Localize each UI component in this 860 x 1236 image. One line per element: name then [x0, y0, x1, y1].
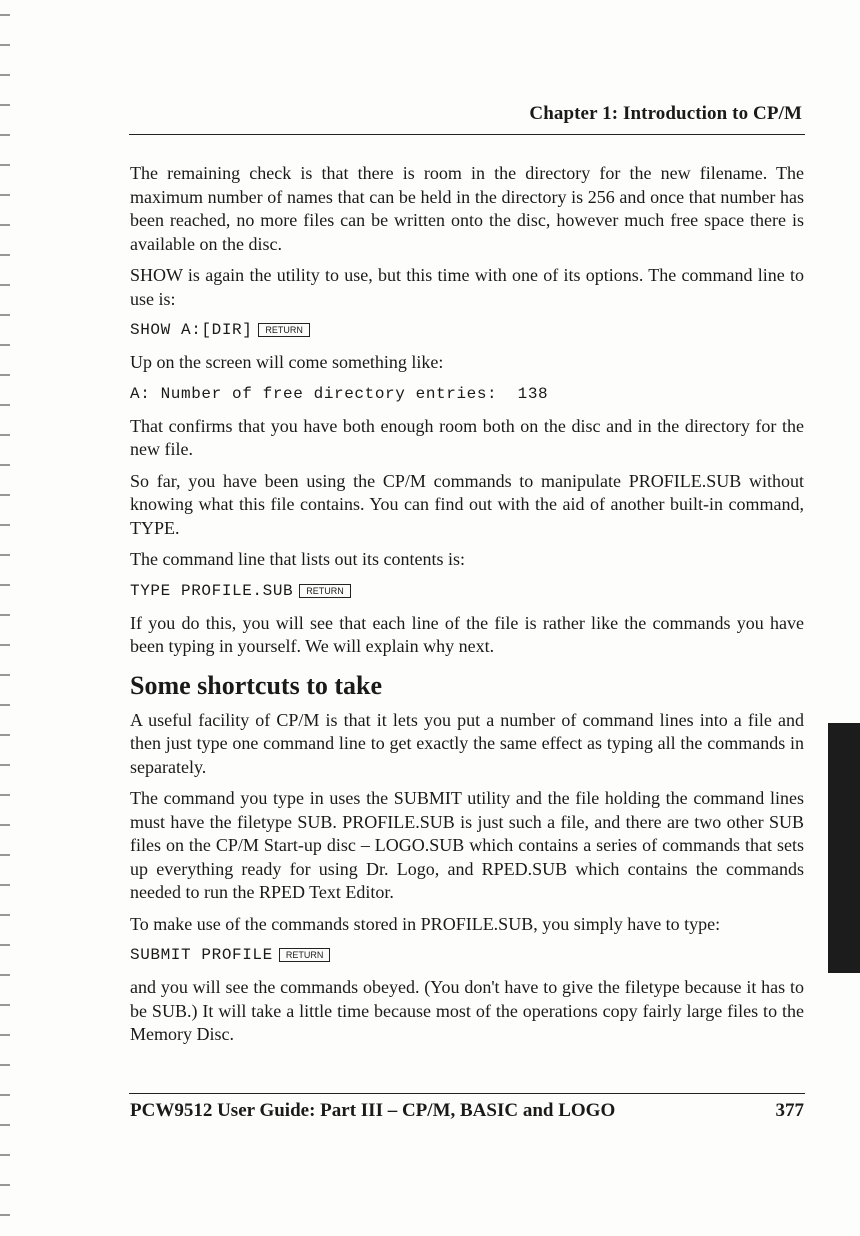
paragraph: So far, you have been using the CP/M commands to manipulate PROFILE.SUB without knowing what this file contains. You can find out with the aid of another built-in command, TYPE. — [130, 470, 804, 538]
page-number: 377 — [775, 1100, 804, 1121]
spiral-binding-edge — [0, 0, 10, 1236]
command-line — [130, 944, 804, 967]
paragraph: A useful facility of CP/M is that it lets you put a number of command lines into a file and then just type one command line to get exactly the same effect as typing all the commands in separately. — [130, 709, 804, 777]
command-text: SUBMIT PROFILE — [130, 946, 273, 964]
paragraph: The remaining check is that there is room in the directory for the new filename. The maximum number of names that can be held in the directory is 256 and once that number has been reached, no more files can be written onto the disc, however much free space there is available on the disc. — [130, 163, 804, 254]
chapter-header: Chapter 1: Introduction to CP/M — [529, 103, 802, 124]
command-text: SHOW A:[DIR] — [130, 321, 253, 339]
paragraph: That confirms that you have both enough room both on the disc and in the directory for the new file. — [130, 415, 804, 459]
chapter-thumb-tab — [828, 723, 860, 973]
paragraph: The command you type in uses the SUBMIT utility and the file holding the command lines must have the filetype SUB. PROFILE.SUB is just such a file, and there are two other SUB files on the CP/M Start-up disc – LOGO.SUB which contains a series of commands that sets up everything ready for using Dr. Logo, and RPED.SUB which contains the commands needed to run the RPED Text Editor. — [130, 788, 804, 902]
command-line — [130, 580, 804, 603]
paragraph: To make use of the commands stored in PROFILE.SUB, you simply have to type: — [130, 913, 721, 934]
paragraph: SHOW is again the utility to use, but this time with one of its options. The command line to use is: — [130, 265, 804, 309]
footer-book-title: PCW9512 User Guide: Part III – CP/M, BASIC and LOGO — [130, 1100, 616, 1121]
footer-rule — [129, 1093, 805, 1094]
paragraph: and you will see the commands obeyed. (You don't have to give the filetype because it has to be SUB.) It will take a little time because most of the operations copy fairly large files to the Memory Disc. — [130, 977, 804, 1044]
return-key-icon: RETURN — [258, 323, 310, 337]
command-text: TYPE PROFILE.SUB — [130, 581, 294, 600]
return-key-icon: RETURN — [279, 948, 331, 962]
return-key-icon: RETURN — [299, 584, 351, 598]
paragraph: If you do this, you will see that each line of the file is rather like the commands you have been typing in yourself. We will explain why next. — [130, 612, 804, 656]
command-line — [130, 319, 804, 342]
section-heading: Some shortcuts to take — [130, 670, 383, 700]
paragraph: Up on the screen will come something like: — [130, 352, 444, 372]
header-rule — [129, 134, 805, 135]
screen-output: A: Number of free directory entries: 138 — [130, 384, 549, 403]
page-body — [130, 162, 804, 1055]
paragraph: The command line that lists out its contents is: — [130, 549, 465, 569]
